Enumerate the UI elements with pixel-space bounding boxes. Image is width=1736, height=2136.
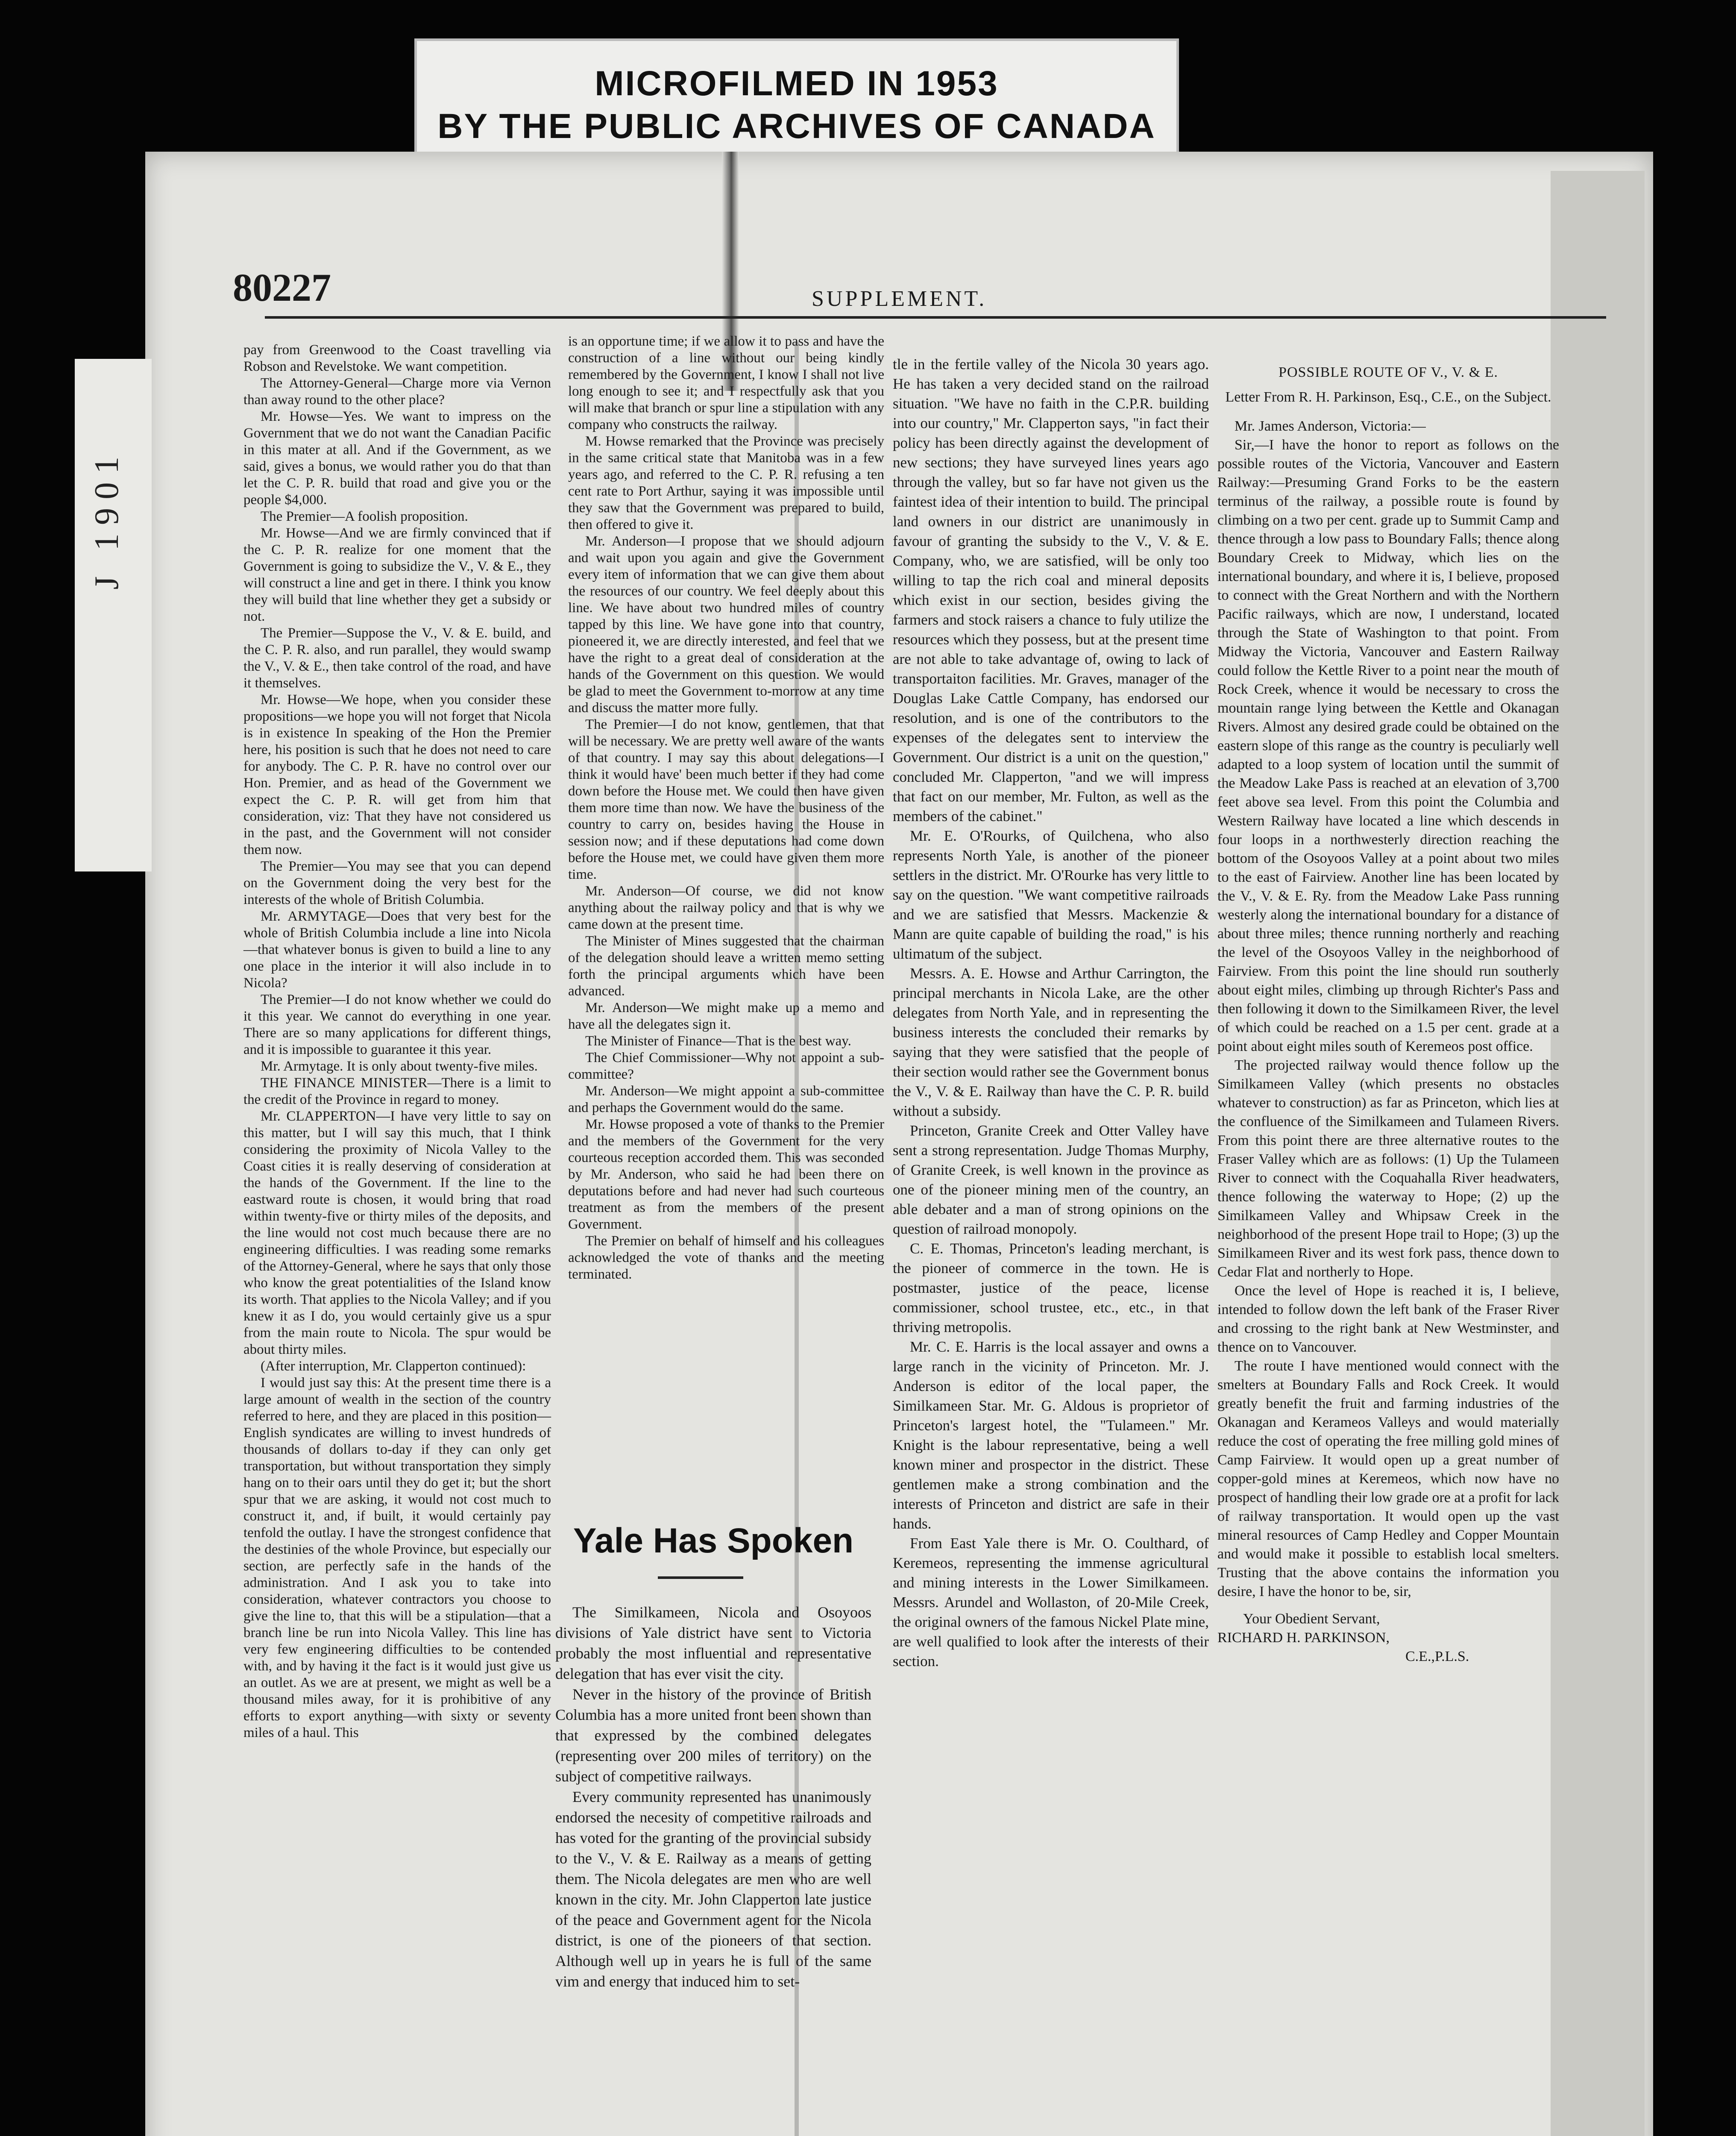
column-3 xyxy=(893,355,1209,1671)
paragraph: pay from Greenwood to the Coast travelling via Robson and Revelstoke. We want competition. xyxy=(243,342,551,374)
article-headline: Yale Has Spoken xyxy=(573,1521,854,1560)
letter-title: POSSIBLE ROUTE OF V., V. & E. xyxy=(1279,364,1498,380)
paragraph: Mr. Anderson—We might appoint a sub-committee and perhaps the Government would do the same. xyxy=(568,1083,884,1115)
paragraph: (After interruption, Mr. Clapperton continued): xyxy=(261,1358,526,1374)
paragraph: From East Yale there is Mr. O. Coulthard, of Keremeos, representing the immense agricultural and mining interests in the Lower Similkameen. Messrs. Arundel and Wollaston, of 20-Mile Creek, the original owners of the famous Nickel Plate mine, are well qualified to look after the interests of their section. xyxy=(893,1535,1209,1669)
paragraph: Mr. Anderson—I propose that we should adjourn and wait upon you again and give the Government every item of information that we can give them about the resources of our country. We feel deeply about this line. We have about two hundred miles of country tapped by this line. We have gone into that country, pioneered it, we are directly interested, and feel that we have the right to a great deal of consideration at the hands of the Government on this question. We would be glad to meet the Government to-morrow at any time and discuss the matter more fully. xyxy=(568,534,884,716)
paragraph: The Minister of Finance—That is the best way. xyxy=(585,1033,851,1049)
paragraph: The Chief Commissioner—Why not appoint a sub-committee? xyxy=(568,1050,884,1082)
paragraph: Mr. Howse—We hope, when you consider these propositions—we hope you will not forget that Nicola is in existence In speaking of the Hon the Premier here, his position is such that he does not need to care for anybody. The C. P. R. have no control over our Hon. Premier, and as head of the Government we expect the C. P. R. will get from him that consideration, viz: That they have not considered us in the past, and the Government will not consider them now. xyxy=(243,692,551,857)
paragraph: Mr. Howse—And we are firmly convinced that if the C. P. R. realize for one moment that the Government is going to subsidize the V., V. & E., they will construct a line and get in there. I think you know they will build that line whether they get a subsidy or not. xyxy=(243,525,551,624)
closing: Your Obedient Servant, xyxy=(1243,1611,1380,1627)
paragraph: Every community represented has unanimously endorsed the necesity of competitive railroads and has voted for the granting of the provincial subsidy to the V., V. & E. Railway as a means of getting them. The Nicola delegates are men who are well known in the city. Mr. John Clapperton late justice of the peace and Government agent for the Nicola district, is one of the pioneers of that section. Although well up in years he is full of the same vim and energy that induced him to set- xyxy=(555,1788,871,1990)
paragraph: Messrs. A. E. Howse and Arthur Carrington, the principal merchants in Nicola Lake, are the other delegates from North Yale, and in representing the business interests the concluded their remarks by saying that they were satisfied that the people of their section would rather see the Government bonus the V., V. & E. Railway than have the C. P. R. build without a subsidy. xyxy=(893,965,1209,1119)
section-title: SUPPLEMENT. xyxy=(812,287,987,311)
paragraph: The Premier on behalf of himself and his colleagues acknowledged the vote of thanks and the meeting terminated. xyxy=(568,1233,884,1282)
paragraph: The Premier—Suppose the V., V. & E. build, and the C. P. R. also, and run parallel, they would swamp the V., V. & E., then take control of the road, and have it themselves. xyxy=(243,625,551,691)
back-sheet xyxy=(1551,171,1645,2136)
credentials: C.E.,P.L.S. xyxy=(1405,1649,1469,1664)
paragraph: C. E. Thomas, Princeton's leading merchant, is the pioneer of commerce in the town. He is postmaster, justice of the peace, license commissioner, school trustee, etc., etc., in that thriving metropolis. xyxy=(893,1240,1209,1335)
paragraph: Mr. C. E. Harris is the local assayer and owns a large ranch in the vicinity of Princeton. Mr. J. Anderson is editor of the local paper, the Similkameen Star. Mr. G. Aldous is proprietor of Princeton's largest hotel, the "Tulameen." Mr. Knight is the labour representative, being a well known miner and prospector in the district. These gentlemen make a strong combination and the interests of Princeton and district are safe in their hands. xyxy=(893,1338,1209,1532)
paragraph: Mr. Armytage. It is only about twenty-five miles. xyxy=(261,1059,538,1074)
paragraph: is an opportune time; if we allow it to pass and have the construction of a line without our being kindly remembered by the Government, I know I shall not live long enough to see it; and I respectfully ask that you will make that branch or spur line a stipulation with any company who constructs the railway. xyxy=(568,334,884,432)
paragraph: Mr. Anderson—We might make up a memo and have all the delegates sign it. xyxy=(568,1000,884,1032)
paragraph: The Premier—I do not know whether we could do it this year. We cannot do everything in one year. There are so many applications for different things, and it is impossible to guarantee it this year. xyxy=(243,992,551,1057)
signature: RICHARD H. PARKINSON, xyxy=(1217,1630,1390,1646)
side-label xyxy=(75,359,152,871)
banner-line-2: BY THE PUBLIC ARCHIVES OF CANADA xyxy=(437,107,1156,146)
paragraph: The Minister of Mines suggested that the chairman of the delegation should leave a written memo setting forth the principal arguments which have been advanced. xyxy=(568,933,884,999)
paragraph: Mr. Anderson—Of course, we did not know anything about the railway policy and that is why we came down at the present time. xyxy=(568,883,884,932)
paragraph: Mr. Howse—Yes. We want to impress on the Government that we do not want the Canadian Pacific in this mater at all. And if the Government, as we said, gives a bonus, we would rather you do that than let the C. P. R. build that road and give you or the people $4,000. xyxy=(243,409,551,508)
accession-number: 80227 xyxy=(233,266,331,309)
headline-rule xyxy=(658,1576,743,1579)
letter-subtitle: Letter From R. H. Parkinson, Esq., C.E., on the Subject. xyxy=(1225,389,1551,405)
paragraph: The Similkameen, Nicola and Osoyoos divisions of Yale district have sent to Victoria probably the most influential and representative delegation that has ever visit the city. xyxy=(555,1604,871,1682)
paragraph: Never in the history of the province of British Columbia has a more united front been shown than that expressed by the combined delegates (representing over 200 miles of territory) on the subject of competitive railways. xyxy=(555,1686,871,1785)
paragraph: Once the level of Hope is reached it is, I believe, intended to follow down the left bank of the Fraser River and crossing to the right bank at New Westminster, and thence on to Vancouver. xyxy=(1217,1283,1559,1355)
paragraph: The Premier—I do not know, gentlemen, that that will be necessary. We are pretty well aware of the wants of that country. I may say this about delegations—I think it would have' been much better if they had come down before the House met. We could then have given them more time than now. We have the business of the country to carry on, besides having the House in session now; and if these deputations had come down before the House met, we could have given them more time. xyxy=(568,717,884,882)
paragraph: M. Howse remarked that the Province was precisely in the same critical state that Manitoba was in a few years ago, and referred to the C. P. R. refusing a ten cent rate to Port Arthur, saying it was impossible until they saw that the Government was prepared to build, then offered to give it. xyxy=(568,434,884,532)
paragraph: THE FINANCE MINISTER—There is a limit to the credit of the Province in regard to money. xyxy=(243,1075,551,1107)
paragraph: Mr. CLAPPERTON—I have very little to say on this matter, but I will say this much, that I think considering the proximity of Nicola Valley to the Coast cities it is really deserving of consideration at the hands of the Government. If the line to the eastward route is chosen, it would bring that road within twenty-five or thirty miles of the deposits, and the line would not cost much because there are no engineering difficulties. I was reading some remarks of the Attorney-General, where he says that only those who know the great potentialities of the Island know its worth. That applies to the Nicola Valley; and if you knew it as I do, you would certainly give us a spur from the main route to Nicola. The spur would be about thirty miles. xyxy=(243,1109,551,1357)
paragraph: Mr. Howse proposed a vote of thanks to the Premier and the members of the Government for the very courteous reception accorded them. This was seconded by Mr. Anderson, who said he had been there on deputations before and had never had such courteous treatment as from the members of the present Government. xyxy=(568,1117,884,1232)
column-2-article xyxy=(555,1602,871,1992)
paragraph: I would just say this: At the present time there is a large amount of wealth in the section of the country referred to here, and they are placed in this position—English syndicates are willing to invest hundreds of thousands of dollars to-day if they can only get transportation, but without transportation they simply hang on to their oars until they do get it; but the short spur that we are asking, it would not cost much to construct it, and, if built, it would certainly pay tenfold the outlay. I have the strongest confidence that the destinies of the whole Province, but especially our section, are perfectly safe in the hands of the administration. And I ask you to take into consideration, whatever contractors you choose to give the line to, that this will be a stipulation—that a branch line be run into Nicola Valley. This line has very few engineering difficulties to be contended with, and by having it the fact is it would just give us an outlet. As we are at present, we might as well be a thousand miles away, for it is prohibitive of any efforts to export anything—with sixty or seventy miles of a haul. This xyxy=(243,1375,551,1740)
paragraph: The Attorney-General—Charge more via Vernon than away round to the other place? xyxy=(243,376,551,408)
paragraph: The Premier—A foolish proposition. xyxy=(261,509,468,524)
column-4 xyxy=(1217,363,1559,1666)
paragraph: tle in the fertile valley of the Nicola 30 years ago. He has taken a very decided stand on the railroad situation. "We have no faith in the C.P.R. building into our country," Mr. Clapperton says, "in fact their policy has been directly against the development of new sections; they have surveyed lines years ago through the valley, but so far have not given us the faintest idea of their intention to build. The principal land owners in our district are unanimously in favour of granting the subsidy to the V., V. & E. Company, who, we are satisfied, will be only too willing to tap the rich coal and mineral deposits which exist in our section, besides giving the farmers and stock raisers a chance to fuly utilize the resources which they possess, but at the present time are not able to take advantage of, owing to lack of transportaiton facilities. Mr. Graves, manager of the Douglas Lake Cattle Company, has endorsed our resolution, and is one of the contributors to the expenses of the delegates sent to interview the Government. Our district is a unit on the question," concluded Mr. Clapperton, "and we will impress that fact on our member, Mr. Fulton, as well as the members of the cabinet." xyxy=(893,356,1209,824)
paragraph: Mr. ARMYTAGE—Does that very best for the whole of British Columbia include a line into Nicola—that whatever bonus is given to build a line to any one place in the interior it will also include in to Nicola? xyxy=(243,909,551,991)
column-1 xyxy=(243,342,551,1741)
paragraph: Mr. James Anderson, Victoria:— xyxy=(1235,418,1426,434)
signature-block xyxy=(1217,1610,1559,1666)
microfilm-banner xyxy=(414,38,1179,162)
side-label-text: J 1901 xyxy=(88,448,126,590)
paragraph: Sir,—I have the honor to report as follows on the possible routes of the Victoria, Vancouver and Eastern Railway:—Presuming Grand Forks to be the eastern terminus of the railway, a possible route is found by climbing on a two per cent. grade up to Summit Camp and thence through a low pass to Boundary Falls; thence along Boundary Creek to Midway, which lies on the international boundary, and where it is, I believe, proposed to connect with the Great Northern and with the Northern Pacific railways, which are now, I understand, located through the State of Washington to that point. From Midway the Victoria, Vancouver and Eastern Railway could follow the Kettle River to a point near the mouth of Rock Creek, whence it would be necessary to cross the mountain range lying between the Kettle and Okanagan Rivers. Almost any desired grade could be obtained on the eastern slope of this range as the country is peculiarly well adapted to a loop system of location until the summit of the Meadow Lake Pass is reached at an elevation of 3,700 feet above sea level. From this point the Columbia and Western Railway have located a line which descends in four loops in a northwesterly direction reaching the bottom of the Osoyoos Valley at a point about two miles to the east of Fairview. Another line has been located by the V., V. & E. Ry. from the Meadow Lake Pass running westerly along the international boundary for a distance of about three miles; thence running northerly and reaching the level of the Osoyoos Valley in the neighborhood of Fairview. From this point the line should run southerly about eight miles, climbing up through Richter's Pass and then following it down to the Similkameen River, the level of which could be reached on a 1.5 per cent. grade at a point about eight miles south of Keremeos post office. xyxy=(1217,437,1559,1054)
paragraph: The Premier—You may see that you can depend on the Government doing the very best for the interests of the whole of British Columbia. xyxy=(243,859,551,907)
paragraph: The route I have mentioned would connect with the smelters at Boundary Falls and Rock Creek. It would greatly benefit the fruit and farming industries of the Okanagan and Kerameos Valleys and would materially reduce the cost of operating the free milling gold mines of Camp Fairview. It would open up a great number of copper-gold mines at Keremeos, which now have no prospect of handling their low grade ore at a profit for lack of railway transportation. It would open up the vast mineral resources of Camp Hedley and Copper Mountain and would make it possible to establish local smelters. Trusting that the above contains the information you desire, I have the honor to be, sir, xyxy=(1217,1358,1559,1599)
paragraph: Mr. E. O'Rourks, of Quilchena, who also represents North Yale, is another of the pioneer settlers in the district. Mr. O'Rourke has very little to say on the question. "We want competitive railroads and we are satisfied that Messrs. Mackenzie & Mann are quite capable of building the road," is his ultimatum of the subject. xyxy=(893,827,1209,962)
paragraph: Princeton, Granite Creek and Otter Valley have sent a strong representation. Judge Thomas Murphy, of Granite Creek, is well known in the province as one of the pioneer mining men of the country, an able debater and a man of strong opinions on the question of railroad monopoly. xyxy=(893,1122,1209,1237)
header-rule xyxy=(265,316,1606,319)
paragraph: The projected railway would thence follow up the Similkameen Valley (which presents no obstacles whatever to construction) as far as Princeton, which lies at the confluence of the Similkameen and Tulameen Rivers. From this point there are three alternative routes to the Fraser Valley which are as follows: (1) Up the Tulameen River to connect with the Coquahalla River headwaters, thence following the waterway to Hope; (2) up the Similkameen Valley and Whipsaw Creek in the neighborhood of the present Hope trail to Hope; (3) up the Similkameen River and its west fork pass, thence down to Cedar Flat and northerly to Hope. xyxy=(1217,1057,1559,1280)
column-2 xyxy=(568,333,884,1283)
banner-line-1: MICROFILMED IN 1953 xyxy=(595,64,999,103)
